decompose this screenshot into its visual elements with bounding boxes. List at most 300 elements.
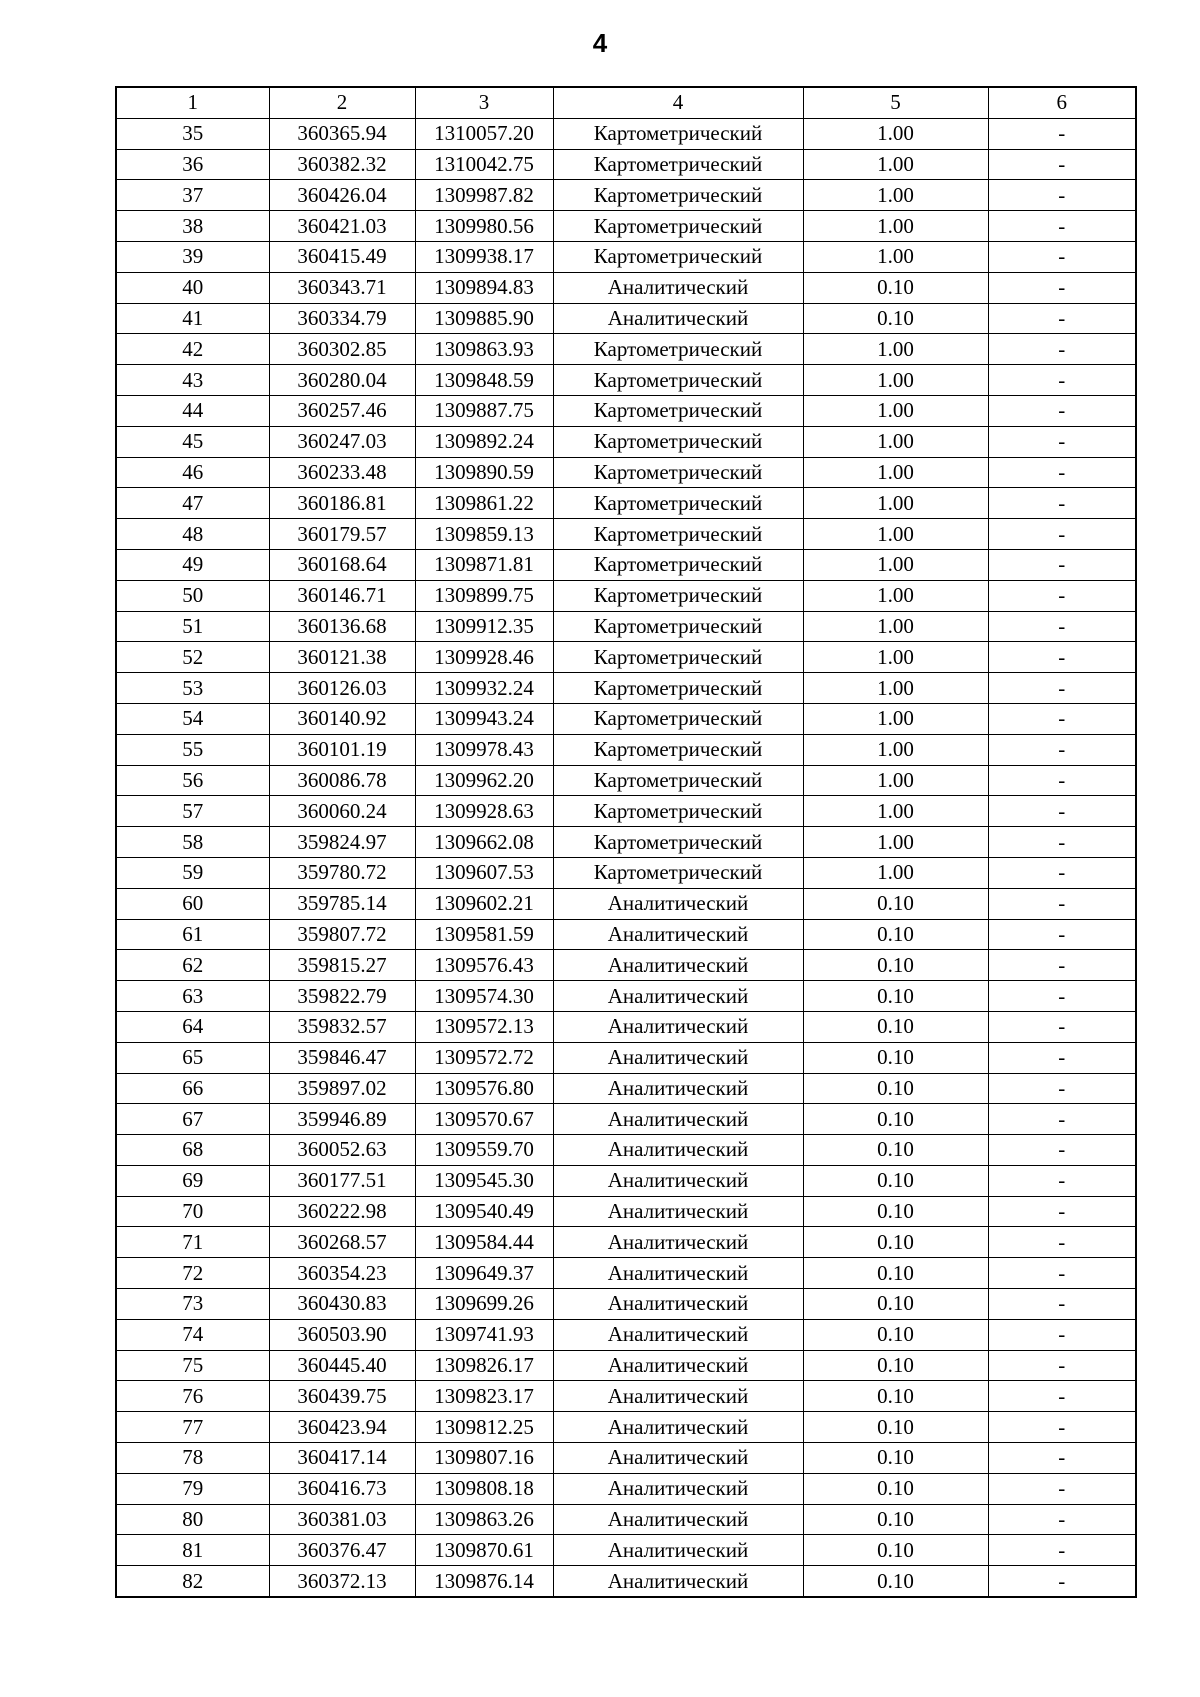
accuracy-cell: 0.10 <box>803 981 988 1012</box>
x-coordinate-cell: 360222.98 <box>269 1196 415 1227</box>
column-header: 5 <box>803 87 988 118</box>
table-row <box>116 981 1136 1012</box>
point-number-cell: 50 <box>116 580 269 611</box>
y-coordinate-cell: 1309570.67 <box>415 1104 553 1135</box>
x-coordinate-cell: 360417.14 <box>269 1443 415 1474</box>
x-coordinate-cell: 360233.48 <box>269 457 415 488</box>
accuracy-cell: 1.00 <box>803 827 988 858</box>
x-coordinate-cell: 360445.40 <box>269 1350 415 1381</box>
accuracy-cell: 0.10 <box>803 303 988 334</box>
method-cell: Картометрический <box>553 642 803 673</box>
description-cell: - <box>988 1319 1136 1350</box>
description-cell: - <box>988 1011 1136 1042</box>
y-coordinate-cell: 1309978.43 <box>415 734 553 765</box>
point-number-cell: 71 <box>116 1227 269 1258</box>
point-number-cell: 59 <box>116 857 269 888</box>
y-coordinate-cell: 1309540.49 <box>415 1196 553 1227</box>
description-cell: - <box>988 303 1136 334</box>
accuracy-cell: 1.00 <box>803 519 988 550</box>
table-row <box>116 118 1136 149</box>
table-row <box>116 1504 1136 1535</box>
method-cell: Картометрический <box>553 395 803 426</box>
accuracy-cell: 0.10 <box>803 1443 988 1474</box>
table-row <box>116 488 1136 519</box>
method-cell: Аналитический <box>553 1196 803 1227</box>
description-cell: - <box>988 673 1136 704</box>
column-header: 4 <box>553 87 803 118</box>
y-coordinate-cell: 1309649.37 <box>415 1258 553 1289</box>
x-coordinate-cell: 360268.57 <box>269 1227 415 1258</box>
accuracy-cell: 0.10 <box>803 919 988 950</box>
x-coordinate-cell: 360302.85 <box>269 334 415 365</box>
accuracy-cell: 0.10 <box>803 1104 988 1135</box>
table-row <box>116 827 1136 858</box>
y-coordinate-cell: 1309863.26 <box>415 1504 553 1535</box>
point-number-cell: 69 <box>116 1165 269 1196</box>
accuracy-cell: 0.10 <box>803 1381 988 1412</box>
x-coordinate-cell: 360426.04 <box>269 180 415 211</box>
description-cell: - <box>988 1258 1136 1289</box>
table-row <box>116 765 1136 796</box>
point-number-cell: 76 <box>116 1381 269 1412</box>
method-cell: Картометрический <box>553 519 803 550</box>
x-coordinate-cell: 360257.46 <box>269 395 415 426</box>
table-row <box>116 1042 1136 1073</box>
accuracy-cell: 0.10 <box>803 1073 988 1104</box>
point-number-cell: 53 <box>116 673 269 704</box>
point-number-cell: 60 <box>116 888 269 919</box>
y-coordinate-cell: 1309887.75 <box>415 395 553 426</box>
x-coordinate-cell: 359946.89 <box>269 1104 415 1135</box>
column-header: 3 <box>415 87 553 118</box>
description-cell: - <box>988 1381 1136 1412</box>
description-cell: - <box>988 488 1136 519</box>
table-row <box>116 549 1136 580</box>
description-cell: - <box>988 888 1136 919</box>
description-cell: - <box>988 734 1136 765</box>
point-number-cell: 68 <box>116 1135 269 1166</box>
point-number-cell: 74 <box>116 1319 269 1350</box>
x-coordinate-cell: 360354.23 <box>269 1258 415 1289</box>
y-coordinate-cell: 1309584.44 <box>415 1227 553 1258</box>
table-row <box>116 1289 1136 1320</box>
method-cell: Аналитический <box>553 272 803 303</box>
accuracy-cell: 1.00 <box>803 395 988 426</box>
point-number-cell: 79 <box>116 1473 269 1504</box>
x-coordinate-cell: 360280.04 <box>269 365 415 396</box>
method-cell: Картометрический <box>553 580 803 611</box>
accuracy-cell: 0.10 <box>803 1566 988 1597</box>
method-cell: Аналитический <box>553 1350 803 1381</box>
table-row <box>116 611 1136 642</box>
x-coordinate-cell: 360334.79 <box>269 303 415 334</box>
accuracy-cell: 0.10 <box>803 1289 988 1320</box>
x-coordinate-cell: 359846.47 <box>269 1042 415 1073</box>
x-coordinate-cell: 360121.38 <box>269 642 415 673</box>
y-coordinate-cell: 1309932.24 <box>415 673 553 704</box>
x-coordinate-cell: 360179.57 <box>269 519 415 550</box>
method-cell: Картометрический <box>553 765 803 796</box>
method-cell: Аналитический <box>553 1258 803 1289</box>
point-number-cell: 46 <box>116 457 269 488</box>
point-number-cell: 66 <box>116 1073 269 1104</box>
table-row <box>116 149 1136 180</box>
point-number-cell: 77 <box>116 1412 269 1443</box>
y-coordinate-cell: 1309871.81 <box>415 549 553 580</box>
point-number-cell: 54 <box>116 703 269 734</box>
method-cell: Картометрический <box>553 673 803 704</box>
page-number: 4 <box>592 28 608 58</box>
method-cell: Аналитический <box>553 1504 803 1535</box>
accuracy-cell: 1.00 <box>803 365 988 396</box>
accuracy-cell: 1.00 <box>803 611 988 642</box>
description-cell: - <box>988 457 1136 488</box>
table-row <box>116 211 1136 242</box>
description-cell: - <box>988 118 1136 149</box>
method-cell: Аналитический <box>553 1381 803 1412</box>
table-row <box>116 888 1136 919</box>
description-cell: - <box>988 580 1136 611</box>
table-row <box>116 426 1136 457</box>
point-number-cell: 41 <box>116 303 269 334</box>
method-cell: Картометрический <box>553 857 803 888</box>
x-coordinate-cell: 360086.78 <box>269 765 415 796</box>
y-coordinate-cell: 1309559.70 <box>415 1135 553 1166</box>
y-coordinate-cell: 1309741.93 <box>415 1319 553 1350</box>
x-coordinate-cell: 360381.03 <box>269 1504 415 1535</box>
point-number-cell: 38 <box>116 211 269 242</box>
column-header: 6 <box>988 87 1136 118</box>
y-coordinate-cell: 1309572.13 <box>415 1011 553 1042</box>
description-cell: - <box>988 1135 1136 1166</box>
description-cell: - <box>988 395 1136 426</box>
y-coordinate-cell: 1309576.43 <box>415 950 553 981</box>
x-coordinate-cell: 360376.47 <box>269 1535 415 1566</box>
table-row <box>116 1412 1136 1443</box>
x-coordinate-cell: 360416.73 <box>269 1473 415 1504</box>
x-coordinate-cell: 360423.94 <box>269 1412 415 1443</box>
description-cell: - <box>988 1535 1136 1566</box>
point-number-cell: 73 <box>116 1289 269 1320</box>
y-coordinate-cell: 1309987.82 <box>415 180 553 211</box>
description-cell: - <box>988 857 1136 888</box>
accuracy-cell: 1.00 <box>803 488 988 519</box>
accuracy-cell: 1.00 <box>803 457 988 488</box>
description-cell: - <box>988 827 1136 858</box>
x-coordinate-cell: 359897.02 <box>269 1073 415 1104</box>
table-row <box>116 734 1136 765</box>
description-cell: - <box>988 1196 1136 1227</box>
method-cell: Аналитический <box>553 303 803 334</box>
y-coordinate-cell: 1309943.24 <box>415 703 553 734</box>
description-cell: - <box>988 1566 1136 1597</box>
accuracy-cell: 1.00 <box>803 426 988 457</box>
y-coordinate-cell: 1310057.20 <box>415 118 553 149</box>
point-number-cell: 44 <box>116 395 269 426</box>
description-cell: - <box>988 241 1136 272</box>
method-cell: Картометрический <box>553 734 803 765</box>
point-number-cell: 51 <box>116 611 269 642</box>
description-cell: - <box>988 950 1136 981</box>
point-number-cell: 63 <box>116 981 269 1012</box>
point-number-cell: 56 <box>116 765 269 796</box>
method-cell: Картометрический <box>553 118 803 149</box>
method-cell: Аналитический <box>553 1104 803 1135</box>
method-cell: Аналитический <box>553 1443 803 1474</box>
accuracy-cell: 1.00 <box>803 580 988 611</box>
point-number-cell: 35 <box>116 118 269 149</box>
accuracy-cell: 0.10 <box>803 1042 988 1073</box>
method-cell: Картометрический <box>553 365 803 396</box>
point-number-cell: 64 <box>116 1011 269 1042</box>
y-coordinate-cell: 1309662.08 <box>415 827 553 858</box>
point-number-cell: 37 <box>116 180 269 211</box>
description-cell: - <box>988 519 1136 550</box>
x-coordinate-cell: 360186.81 <box>269 488 415 519</box>
accuracy-cell: 0.10 <box>803 1504 988 1535</box>
method-cell: Аналитический <box>553 1042 803 1073</box>
x-coordinate-cell: 360430.83 <box>269 1289 415 1320</box>
description-cell: - <box>988 1443 1136 1474</box>
description-cell: - <box>988 919 1136 950</box>
point-number-cell: 47 <box>116 488 269 519</box>
description-cell: - <box>988 426 1136 457</box>
method-cell: Картометрический <box>553 241 803 272</box>
table-row <box>116 1443 1136 1474</box>
description-cell: - <box>988 1104 1136 1135</box>
y-coordinate-cell: 1309826.17 <box>415 1350 553 1381</box>
accuracy-cell: 0.10 <box>803 1165 988 1196</box>
table-row <box>116 1104 1136 1135</box>
description-cell: - <box>988 1412 1136 1443</box>
method-cell: Аналитический <box>553 1412 803 1443</box>
x-coordinate-cell: 359815.27 <box>269 950 415 981</box>
y-coordinate-cell: 1310042.75 <box>415 149 553 180</box>
point-number-cell: 82 <box>116 1566 269 1597</box>
table-row <box>116 950 1136 981</box>
point-number-cell: 42 <box>116 334 269 365</box>
x-coordinate-cell: 360247.03 <box>269 426 415 457</box>
accuracy-cell: 1.00 <box>803 118 988 149</box>
point-number-cell: 48 <box>116 519 269 550</box>
method-cell: Картометрический <box>553 426 803 457</box>
accuracy-cell: 0.10 <box>803 1319 988 1350</box>
table-row <box>116 457 1136 488</box>
y-coordinate-cell: 1309823.17 <box>415 1381 553 1412</box>
point-number-cell: 52 <box>116 642 269 673</box>
x-coordinate-cell: 360365.94 <box>269 118 415 149</box>
table-row <box>116 1165 1136 1196</box>
y-coordinate-cell: 1309572.72 <box>415 1042 553 1073</box>
description-cell: - <box>988 703 1136 734</box>
x-coordinate-cell: 359822.79 <box>269 981 415 1012</box>
method-cell: Аналитический <box>553 950 803 981</box>
table-row <box>116 272 1136 303</box>
x-coordinate-cell: 360136.68 <box>269 611 415 642</box>
point-number-cell: 43 <box>116 365 269 396</box>
method-cell: Аналитический <box>553 1566 803 1597</box>
description-cell: - <box>988 642 1136 673</box>
y-coordinate-cell: 1309938.17 <box>415 241 553 272</box>
y-coordinate-cell: 1309885.90 <box>415 303 553 334</box>
method-cell: Картометрический <box>553 796 803 827</box>
y-coordinate-cell: 1309576.80 <box>415 1073 553 1104</box>
method-cell: Аналитический <box>553 1135 803 1166</box>
description-cell: - <box>988 765 1136 796</box>
point-number-cell: 45 <box>116 426 269 457</box>
table-row <box>116 1473 1136 1504</box>
method-cell: Картометрический <box>553 549 803 580</box>
x-coordinate-cell: 360372.13 <box>269 1566 415 1597</box>
x-coordinate-cell: 359785.14 <box>269 888 415 919</box>
y-coordinate-cell: 1309861.22 <box>415 488 553 519</box>
y-coordinate-cell: 1309581.59 <box>415 919 553 950</box>
method-cell: Аналитический <box>553 1165 803 1196</box>
table-row <box>116 1535 1136 1566</box>
method-cell: Картометрический <box>553 149 803 180</box>
accuracy-cell: 1.00 <box>803 796 988 827</box>
description-cell: - <box>988 1073 1136 1104</box>
y-coordinate-cell: 1309574.30 <box>415 981 553 1012</box>
point-number-cell: 75 <box>116 1350 269 1381</box>
x-coordinate-cell: 359824.97 <box>269 827 415 858</box>
x-coordinate-cell: 359832.57 <box>269 1011 415 1042</box>
y-coordinate-cell: 1309876.14 <box>415 1566 553 1597</box>
y-coordinate-cell: 1309962.20 <box>415 765 553 796</box>
method-cell: Картометрический <box>553 703 803 734</box>
x-coordinate-cell: 360503.90 <box>269 1319 415 1350</box>
method-cell: Картометрический <box>553 334 803 365</box>
description-cell: - <box>988 1350 1136 1381</box>
method-cell: Аналитический <box>553 919 803 950</box>
y-coordinate-cell: 1309870.61 <box>415 1535 553 1566</box>
accuracy-cell: 0.10 <box>803 1258 988 1289</box>
description-cell: - <box>988 1165 1136 1196</box>
accuracy-cell: 1.00 <box>803 857 988 888</box>
y-coordinate-cell: 1309912.35 <box>415 611 553 642</box>
accuracy-cell: 0.10 <box>803 1227 988 1258</box>
y-coordinate-cell: 1309892.24 <box>415 426 553 457</box>
table-row <box>116 1381 1136 1412</box>
y-coordinate-cell: 1309848.59 <box>415 365 553 396</box>
method-cell: Аналитический <box>553 888 803 919</box>
description-cell: - <box>988 272 1136 303</box>
accuracy-cell: 0.10 <box>803 1196 988 1227</box>
accuracy-cell: 0.10 <box>803 1350 988 1381</box>
method-cell: Аналитический <box>553 1227 803 1258</box>
y-coordinate-cell: 1309980.56 <box>415 211 553 242</box>
point-number-cell: 57 <box>116 796 269 827</box>
description-cell: - <box>988 334 1136 365</box>
description-cell: - <box>988 1504 1136 1535</box>
accuracy-cell: 0.10 <box>803 888 988 919</box>
x-coordinate-cell: 360060.24 <box>269 796 415 827</box>
y-coordinate-cell: 1309602.21 <box>415 888 553 919</box>
method-cell: Картометрический <box>553 180 803 211</box>
y-coordinate-cell: 1309928.46 <box>415 642 553 673</box>
table-row <box>116 1566 1136 1597</box>
description-cell: - <box>988 1042 1136 1073</box>
accuracy-cell: 1.00 <box>803 734 988 765</box>
table-row <box>116 303 1136 334</box>
point-number-cell: 58 <box>116 827 269 858</box>
method-cell: Картометрический <box>553 457 803 488</box>
method-cell: Картометрический <box>553 611 803 642</box>
accuracy-cell: 0.10 <box>803 272 988 303</box>
x-coordinate-cell: 360052.63 <box>269 1135 415 1166</box>
x-coordinate-cell: 360343.71 <box>269 272 415 303</box>
point-number-cell: 72 <box>116 1258 269 1289</box>
point-number-cell: 70 <box>116 1196 269 1227</box>
x-coordinate-cell: 360146.71 <box>269 580 415 611</box>
point-number-cell: 40 <box>116 272 269 303</box>
y-coordinate-cell: 1309808.18 <box>415 1473 553 1504</box>
column-header: 1 <box>116 87 269 118</box>
table-row <box>116 1011 1136 1042</box>
description-cell: - <box>988 211 1136 242</box>
description-cell: - <box>988 180 1136 211</box>
y-coordinate-cell: 1309607.53 <box>415 857 553 888</box>
accuracy-cell: 0.10 <box>803 1135 988 1166</box>
table-row <box>116 703 1136 734</box>
description-cell: - <box>988 549 1136 580</box>
point-number-cell: 49 <box>116 549 269 580</box>
y-coordinate-cell: 1309894.83 <box>415 272 553 303</box>
table-row <box>116 1258 1136 1289</box>
table-row <box>116 519 1136 550</box>
description-cell: - <box>988 1227 1136 1258</box>
x-coordinate-cell: 360168.64 <box>269 549 415 580</box>
point-number-cell: 61 <box>116 919 269 950</box>
method-cell: Аналитический <box>553 1319 803 1350</box>
point-number-cell: 78 <box>116 1443 269 1474</box>
x-coordinate-cell: 359780.72 <box>269 857 415 888</box>
accuracy-cell: 1.00 <box>803 549 988 580</box>
x-coordinate-cell: 360101.19 <box>269 734 415 765</box>
table-row <box>116 1196 1136 1227</box>
y-coordinate-cell: 1309890.59 <box>415 457 553 488</box>
table-row <box>116 395 1136 426</box>
table-row <box>116 1135 1136 1166</box>
y-coordinate-cell: 1309807.16 <box>415 1443 553 1474</box>
x-coordinate-cell: 360439.75 <box>269 1381 415 1412</box>
y-coordinate-cell: 1309899.75 <box>415 580 553 611</box>
method-cell: Аналитический <box>553 1473 803 1504</box>
point-number-cell: 65 <box>116 1042 269 1073</box>
table-row <box>116 796 1136 827</box>
point-number-cell: 55 <box>116 734 269 765</box>
table-row <box>116 1073 1136 1104</box>
x-coordinate-cell: 360382.32 <box>269 149 415 180</box>
table-row <box>116 857 1136 888</box>
point-number-cell: 62 <box>116 950 269 981</box>
description-cell: - <box>988 1473 1136 1504</box>
table-row <box>116 919 1136 950</box>
y-coordinate-cell: 1309863.93 <box>415 334 553 365</box>
table-row <box>116 642 1136 673</box>
point-number-cell: 39 <box>116 241 269 272</box>
accuracy-cell: 1.00 <box>803 703 988 734</box>
accuracy-cell: 1.00 <box>803 765 988 796</box>
method-cell: Аналитический <box>553 981 803 1012</box>
table-row <box>116 1319 1136 1350</box>
accuracy-cell: 1.00 <box>803 211 988 242</box>
x-coordinate-cell: 360126.03 <box>269 673 415 704</box>
x-coordinate-cell: 360140.92 <box>269 703 415 734</box>
description-cell: - <box>988 365 1136 396</box>
table-row <box>116 673 1136 704</box>
accuracy-cell: 0.10 <box>803 1535 988 1566</box>
